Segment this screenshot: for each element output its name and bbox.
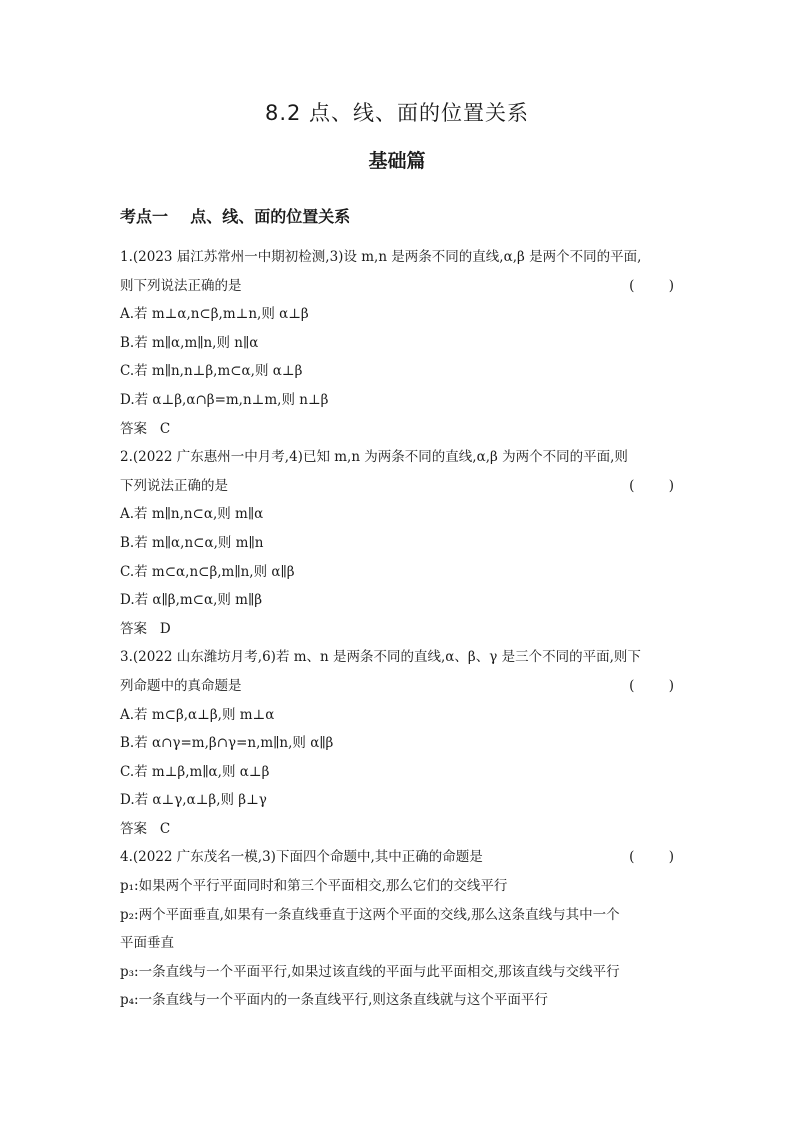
page-subtitle: 基础篇 [368,150,426,172]
q1-answer-blank: ( ) [629,277,674,294]
q4-proposition-p3: p₃:一条直线与一个平面平行,如果过该直线的平面与此平面相交,那该直线与交线平行 [120,963,620,980]
q2-answer-blank: ( ) [629,477,674,494]
q1-stem-text: 则下列说法正确的是 [120,277,242,294]
q4-proposition-p4: p₄:一条直线与一个平面内的一条直线平行,则这条直线就与这个平面平行 [120,992,548,1009]
q2-option-b: B.若 m∥α,n⊂α,则 m∥n [120,534,264,551]
q3-answer-blank: ( ) [629,677,674,694]
q4-stem-text: 4.(2022 广东茂名一模,3)下面四个命题中,其中正确的命题是 [120,849,483,866]
q3-option-d: D.若 α⊥γ,α⊥β,则 β⊥γ [120,792,267,809]
q3-option-a: A.若 m⊂β,α⊥β,则 m⊥α [120,706,275,723]
q1-answer: 答案 C [120,420,171,437]
q2-option-c: C.若 m⊂α,n⊂β,m∥n,则 α∥β [120,563,295,580]
q2-stem-line2 [120,472,680,501]
q2-option-a: A.若 m∥n,n⊂α,则 m∥α [120,506,264,523]
q4-answer-blank: ( ) [629,849,674,866]
q4-proposition-p2-line1: p₂:两个平面垂直,如果有一条直线垂直于这两个平面的交线,那么这条直线与其中一个 [120,906,620,923]
q1-option-b: B.若 m∥α,m∥n,则 n∥α [120,334,259,351]
q3-option-b: B.若 α∩γ=m,β∩γ=n,m∥n,则 α∥β [120,735,334,752]
q2-option-d: D.若 α∥β,m⊂α,则 m∥β [120,592,263,609]
q2-stem-line1: 2.(2022 广东惠州一中月考,4)已知 m,n 为两条不同的直线,α,β 为两个不同的平面,则 [120,449,628,466]
q3-stem-line2 [120,672,680,701]
q4-proposition-p1: p₁:如果两个平行平面同时和第三个平面相交,那么它们的交线平行 [120,878,508,895]
page-title: 8.2 点、线、面的位置关系 [264,101,530,125]
q1-option-c: C.若 m∥n,n⊥β,m⊂α,则 α⊥β [120,363,303,380]
q3-answer: 答案 C [120,820,171,837]
q2-stem-text: 下列说法正确的是 [120,477,228,494]
question-list [120,243,680,1015]
section-heading: 考点一 点、线、面的位置关系 [120,207,351,226]
q2-answer: 答案 D [120,620,171,637]
q4-proposition-p2-line2: 平面垂直 [120,935,174,952]
q1-stem-line2 [120,272,680,301]
q1-stem-line1: 1.(2023 届江苏常州一中期初检测,3)设 m,n 是两条不同的直线,α,β 是两个不同的平面, [120,249,642,265]
q3-option-c: C.若 m⊥β,m∥α,则 α⊥β [120,763,270,780]
q3-stem-text: 列命题中的真命题是 [120,677,242,694]
q1-option-d: D.若 α⊥β,α∩β=m,n⊥m,则 n⊥β [120,391,329,408]
q4-stem-line1 [120,843,680,872]
q3-stem-line1: 3.(2022 山东潍坊月考,6)若 m、n 是两条不同的直线,α、β、γ 是三个不同的平面,则下 [120,649,641,666]
q1-option-a: A.若 m⊥α,n⊂β,m⊥n,则 α⊥β [120,306,309,323]
